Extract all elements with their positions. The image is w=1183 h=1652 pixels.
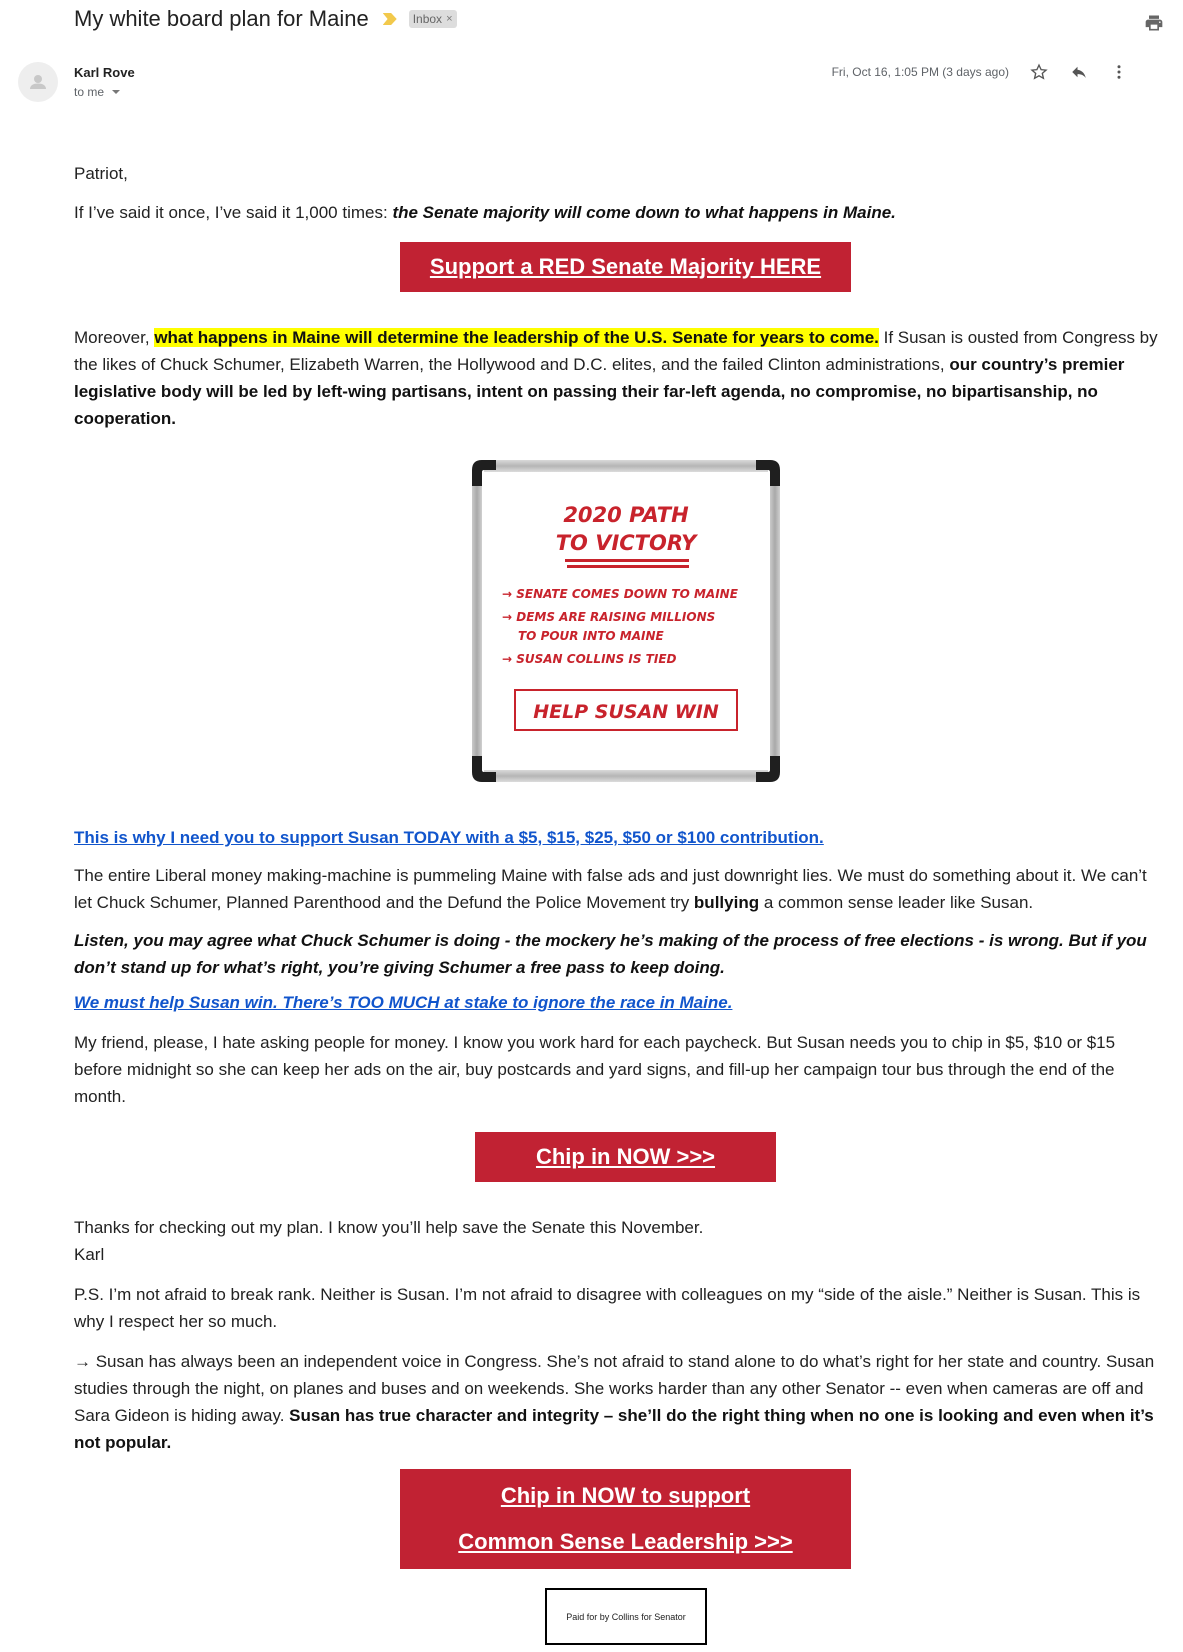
p3-end: a common sense leader like Susan.	[759, 893, 1034, 912]
person-icon	[18, 62, 58, 102]
p6-text: → Susan has always been an independent voice in Congress. She’s not afraid to stand alone to do what’s right for her state and country. Susan studies through the night, on planes and buses and on weekends. She works harder than any other Senator -- even when cameras are off and Sara Gideon is hiding away.	[74, 1352, 1155, 1425]
wb-boxed-text: HELP SUSAN WIN	[533, 701, 719, 723]
reply-icon[interactable]	[1068, 61, 1090, 83]
p6-bold: Susan has true character and integrity – she’ll do the right thing when no one is looking and even when it’s not popular.	[74, 1406, 1154, 1452]
paid-for-disclaimer	[545, 1588, 707, 1645]
subject-text: My white board plan for Maine	[74, 6, 369, 31]
contribution-link[interactable]: This is why I need you to support Susan TODAY with a $5, $15, $25, $50 or $100 contribution.	[74, 828, 824, 847]
intro-emphasis: the Senate majority will come down to what happens in Maine.	[392, 203, 896, 222]
contribution-link-paragraph	[74, 824, 1164, 851]
remove-label-icon[interactable]: ×	[446, 13, 453, 25]
intro-text: If I’ve said it once, I’ve said it 1,000 times:	[74, 203, 393, 222]
intro-paragraph	[74, 199, 1164, 226]
closing-line: Thanks for checking out my plan. I know you’ll help save the Senate this November.	[74, 1218, 704, 1237]
p2-start: Moreover,	[74, 328, 155, 347]
help-susan-link[interactable]: We must help Susan win. There’s TOO MUCH at stake to ignore the race in Maine.	[74, 993, 733, 1012]
sender-name[interactable]: Karl Rove	[74, 65, 135, 80]
cta2-label: Chip in NOW >>>	[535, 1144, 716, 1169]
ps-paragraph: P.S. I’m not afraid to break rank. Neither is Susan. I’m not afraid to disagree with colleagues on my “side of the aisle.” Neither is Susan. This is why I respect her so much.	[74, 1285, 1141, 1331]
email-subject	[74, 6, 457, 32]
p3-start: The entire Liberal money making-machine is pummeling Maine with false ads and just downright lies. We must do something about it. We can’t let Chuck Schumer, Planned Parenthood and the Defund the Police Movement try	[74, 866, 1147, 912]
independent-voice-paragraph	[74, 1348, 1164, 1456]
signature: Karl	[74, 1245, 105, 1264]
chevron-down-icon[interactable]	[112, 90, 120, 94]
cta3-line2: Common Sense Leadership >>>	[458, 1529, 793, 1554]
inbox-label-chip[interactable]	[409, 10, 457, 28]
moreover-paragraph	[74, 324, 1164, 432]
paid-for-text: Paid for by Collins for Senator	[566, 1611, 686, 1622]
more-vert-icon[interactable]	[1108, 61, 1130, 83]
recipient-details[interactable]	[74, 85, 120, 99]
my-friend-paragraph: My friend, please, I hate asking people for money. I know you work hard for each paycheck. But Susan needs you to chip in $5, $10 or $15 before midnight so she can keep her ads on the air, buy postcards and yard signs, and fill-up her campaign tour bus through the end of the month.	[74, 1033, 1116, 1106]
wb-bullet-2b: TO POUR INTO MAINE	[518, 629, 664, 643]
print-icon[interactable]	[1143, 12, 1165, 34]
wb-title-2: TO VICTORY	[555, 531, 697, 555]
help-susan-link-paragraph	[74, 989, 1164, 1016]
common-sense-leadership-button[interactable]	[400, 1469, 851, 1569]
p2-mid: If Susan is ousted from Congress by the likes of Chuck Schumer, Elizabeth Warren, the Hollywood and D.C. elites, and the failed Clinton administrations,	[74, 328, 1158, 374]
p2-bold: our country’s premier legislative body will be led by left-wing partisans, intent on passing their far-left agenda, no compromise, no bipartisanship, no cooperation.	[74, 355, 1125, 428]
message-date: Fri, Oct 16, 1:05 PM (3 days ago)	[831, 65, 1009, 79]
wb-bullet-3: → SUSAN COLLINS IS TIED	[502, 652, 677, 666]
whiteboard-image	[470, 458, 782, 786]
p4-text: Listen, you may agree what Chuck Schumer is doing - the mockery he’s making of the process of free elections - is wrong. But if you don’t stand up for what’s right, you’re giving Schumer a free pass to keep doing.	[74, 931, 1147, 977]
wb-title-1: 2020 PATH	[563, 503, 689, 527]
greeting: Patriot,	[74, 164, 128, 183]
recipient-text: to me	[74, 85, 105, 99]
importance-marker-icon[interactable]	[383, 13, 397, 25]
cta1-label: Support a RED Senate Majority HERE	[429, 254, 822, 279]
listen-paragraph	[74, 927, 1164, 981]
wb-bullet-2a: → DEMS ARE RAISING MILLIONS	[502, 610, 716, 624]
support-red-majority-button[interactable]	[400, 242, 851, 292]
sender-avatar[interactable]	[18, 62, 58, 102]
highlighted-text: what happens in Maine will determine the leadership of the U.S. Senate for years to come.	[154, 328, 879, 347]
liberal-machine-paragraph	[74, 862, 1164, 916]
wb-bullet-1: → SENATE COMES DOWN TO MAINE	[502, 587, 738, 601]
chip-in-now-button[interactable]	[475, 1132, 776, 1182]
cta3-line1: Chip in NOW to support	[500, 1483, 751, 1508]
label-text: Inbox	[412, 12, 443, 26]
p3-bold: bullying	[693, 893, 760, 912]
star-icon[interactable]	[1028, 61, 1050, 83]
